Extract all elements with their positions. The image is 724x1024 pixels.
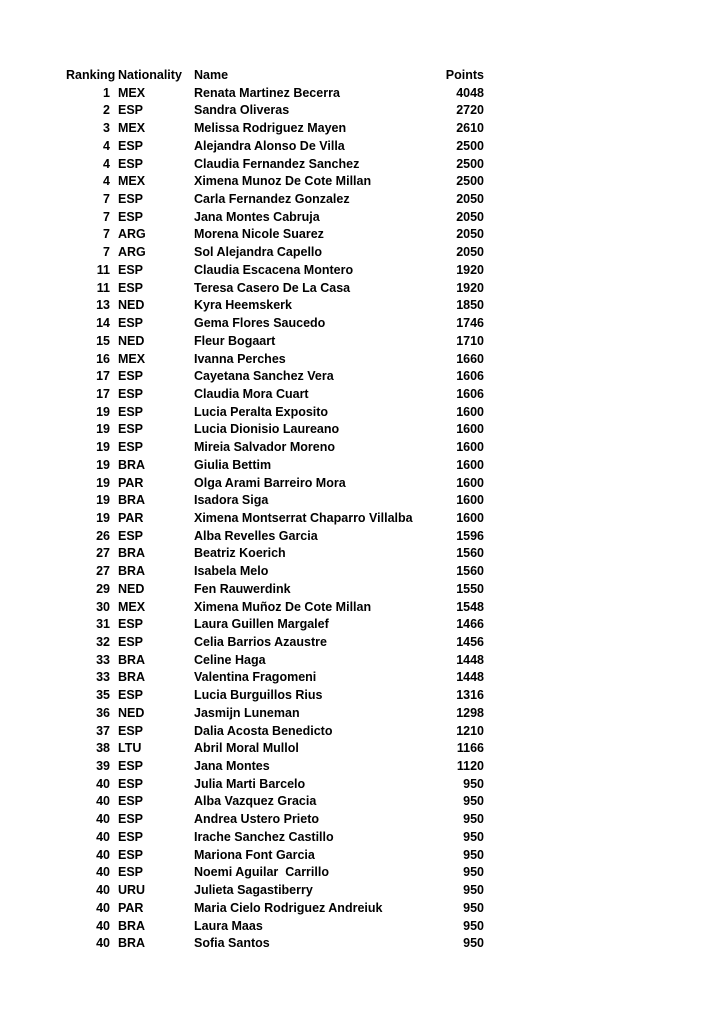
table-row [66,864,484,882]
points-cell: 950 [463,847,484,862]
name-cell: Carla Fernandez Gonzalez [194,192,350,207]
ranking-cell: 4 [103,174,110,189]
points-cell: 1600 [456,510,484,525]
ranking-cell: 27 [96,564,110,579]
table-row [66,793,484,811]
ranking-cell: 19 [96,440,110,455]
nationality-cell: BRA [118,564,146,579]
points-cell: 950 [463,812,484,827]
points-cell: 1600 [456,475,484,490]
nationality-cell: ESP [118,440,144,455]
ranking-cell: 40 [96,936,110,951]
table-row [66,776,484,794]
nationality-cell: BRA [118,918,146,933]
table-row [66,545,484,563]
points-cell: 1166 [456,741,484,756]
points-cell: 1456 [456,635,484,649]
ranking-cell: 40 [96,829,110,844]
points-cell: 950 [463,936,484,951]
points-cell: 2500 [456,174,484,189]
ranking-cell: 33 [96,652,110,667]
ranking-cell: 19 [96,404,110,419]
name-cell: Isadora Siga [194,493,269,508]
name-cell: Laura Guillen Margalef [194,617,329,632]
table-row [66,652,484,670]
ranking-cell: 30 [96,599,110,614]
name-cell: Giulia Bettim [194,457,272,472]
ranking-cell: 7 [103,192,110,207]
points-cell: 950 [463,865,484,880]
ranking-cell: 3 [103,121,110,136]
points-cell: 2050 [456,192,484,207]
table-row [66,191,484,209]
ranking-cell: 27 [96,546,110,561]
nationality-cell: NED [118,333,145,348]
points-cell: 1120 [456,759,484,774]
points-cell: 1596 [456,528,484,543]
ranking-cell: 33 [96,670,110,685]
table-row [66,634,484,652]
ranking-cell: 31 [96,617,110,632]
points-cell: 2720 [456,103,484,118]
name-cell: Andrea Ustero Prieto [194,812,320,827]
nationality-cell: MEX [118,121,146,136]
table-row [66,404,484,422]
table-row [66,333,484,351]
ranking-cell: 40 [96,883,110,898]
nationality-cell: ESP [118,280,144,295]
ranking-cell: 29 [96,581,110,596]
name-cell: Alba Revelles Garcia [194,528,318,543]
name-cell: Olga Arami Barreiro Mora [194,475,346,490]
name-cell: Isabela Melo [194,564,269,579]
table-row [66,351,484,369]
table-row [66,687,484,705]
name-cell: Cayetana Sanchez Vera [194,369,334,384]
table-row [66,563,484,581]
points-cell: 1606 [456,386,484,401]
nationality-cell: URU [118,883,146,898]
points-cell: 1298 [456,705,484,720]
ranking-cell: 19 [96,510,110,525]
table-row [66,138,484,156]
nationality-cell: ESP [118,386,144,401]
points-cell: 2050 [456,209,484,224]
table-row [66,315,484,333]
table-row [66,918,484,936]
table-row [66,705,484,723]
name-cell: Sol Alejandra Capello [194,245,323,260]
name-cell: Mariona Font Garcia [194,847,315,862]
table-row [66,85,484,103]
name-cell: Sofia Santos [194,936,270,951]
ranking-cell: 15 [96,333,110,348]
nationality-cell: ESP [118,812,144,827]
table-row [66,280,484,298]
ranking-cell: 40 [96,776,110,791]
nationality-cell: PAR [118,475,144,490]
points-cell: 950 [463,918,484,933]
name-cell: Claudia Fernandez Sanchez [194,156,360,171]
points-cell: 2500 [456,156,484,171]
points-cell: 1850 [456,298,484,313]
table-row [66,616,484,634]
points-cell: 1710 [456,333,484,348]
ranking-cell: 38 [96,741,110,756]
name-cell: Fleur Bogaart [194,333,276,348]
table-row [66,581,484,599]
ranking-cell: 19 [96,457,110,472]
nationality-cell: ESP [118,422,144,437]
name-cell: Ximena Montserrat Chaparro Villalba [194,510,413,525]
ranking-cell: 4 [103,138,110,153]
name-cell: Fen Rauwerdink [194,581,291,596]
ranking-cell: 26 [96,528,110,543]
ranking-cell: 17 [96,369,110,384]
table-row [66,829,484,847]
name-cell: Morena Nicole Suarez [194,227,324,242]
name-cell: Maria Cielo Rodriguez Andreiuk [194,900,383,915]
nationality-cell: ESP [118,316,144,331]
points-cell: 1210 [456,723,484,738]
table-row [66,368,484,386]
points-cell: 1560 [456,564,484,579]
table-row [66,156,484,174]
ranking-cell: 14 [96,316,110,331]
points-cell: 1466 [456,617,484,632]
table-row [66,262,484,280]
table-row [66,297,484,315]
table-row [66,758,484,776]
table-row [66,386,484,404]
points-cell: 1600 [456,422,484,437]
table-row [66,209,484,227]
ranking-cell: 40 [96,865,110,880]
name-cell: Gema Flores Saucedo [194,316,326,331]
points-cell: 1600 [456,457,484,472]
points-cell: 950 [463,900,484,915]
ranking-cell: 17 [96,386,110,401]
nationality-cell: BRA [118,493,146,508]
table-row [66,935,484,953]
nationality-cell: MEX [118,351,146,366]
nationality-cell: ESP [118,617,144,632]
points-cell: 1448 [456,670,484,685]
nationality-cell: PAR [118,900,144,915]
ranking-cell: 40 [96,900,110,915]
points-cell: 1548 [456,599,484,614]
name-cell: Ximena Munoz De Cote Millan [194,174,372,189]
nationality-cell: BRA [118,457,146,472]
name-cell: Jana Montes [194,759,270,774]
name-cell: Lucia Burguillos Rius [194,688,323,703]
points-cell: 1660 [456,351,484,366]
points-cell: 1550 [456,581,484,596]
nationality-cell: ESP [118,865,144,880]
nationality-cell: NED [118,581,145,596]
ranking-cell: 7 [103,209,110,224]
nationality-cell: BRA [118,670,146,685]
table-row [66,528,484,546]
ranking-cell: 1 [103,85,110,100]
ranking-cell: 11 [96,262,110,277]
nationality-cell: ESP [118,776,144,791]
points-cell: 1316 [456,688,484,703]
points-cell: 950 [463,794,484,809]
nationality-cell: MEX [118,599,146,614]
table-row [66,669,484,687]
name-cell: Beatriz Koerich [194,546,286,561]
column-header-points: Points [445,68,484,82]
name-cell: Claudia Mora Cuart [194,386,309,401]
name-cell: Laura Maas [194,918,263,933]
ranking-cell: 16 [96,351,110,366]
points-cell: 1560 [456,546,484,561]
nationality-cell: BRA [118,936,146,951]
points-cell: 1606 [456,369,484,384]
points-cell: 2610 [456,121,484,136]
name-cell: Teresa Casero De La Casa [194,280,351,295]
ranking-cell: 36 [96,705,110,720]
name-cell: Renata Martinez Becerra [194,85,340,100]
points-cell: 1600 [456,440,484,455]
nationality-cell: BRA [118,652,146,667]
nationality-cell: BRA [118,546,146,561]
nationality-cell: ESP [118,723,144,738]
ranking-cell: 39 [96,759,110,774]
nationality-cell: ESP [118,138,144,153]
ranking-cell: 4 [103,156,110,171]
points-cell: 2050 [456,227,484,242]
points-cell: 1448 [456,652,484,667]
nationality-cell: ESP [118,528,144,543]
name-cell: Dalia Acosta Benedicto [194,723,333,738]
nationality-cell: ESP [118,759,144,774]
column-header-ranking: Ranking [66,68,116,82]
name-cell: Kyra Heemskerk [194,298,292,313]
ranking-document [66,67,484,953]
points-cell: 1746 [456,316,484,331]
nationality-cell: ESP [118,209,144,224]
nationality-cell: ESP [118,369,144,384]
ranking-cell: 11 [96,280,110,295]
name-cell: Jasmijn Luneman [194,705,300,720]
table-row [66,847,484,865]
table-row [66,740,484,758]
nationality-cell: ESP [118,688,144,703]
nationality-cell: NED [118,298,145,313]
points-cell: 2500 [456,138,484,153]
name-cell: Ximena Muñoz De Cote Millan [194,599,372,614]
points-cell: 1600 [456,404,484,419]
nationality-cell: LTU [118,741,142,756]
points-cell: 1920 [456,262,484,277]
name-cell: Melissa Rodriguez Mayen [194,121,347,136]
nationality-cell: ESP [118,103,144,118]
nationality-cell: ESP [118,635,144,649]
name-cell: Lucia Peralta Exposito [194,404,329,419]
nationality-cell: ESP [118,262,144,277]
ranking-cell: 37 [96,723,110,738]
column-header-name: Name [194,68,229,82]
table-row [66,900,484,918]
name-cell: Julia Marti Barcelo [194,776,306,791]
table-row [66,173,484,191]
name-cell: Irache Sanchez Castillo [194,829,334,844]
nationality-cell: ESP [118,829,144,844]
nationality-cell: ARG [118,227,146,242]
points-cell: 2050 [456,245,484,260]
name-cell: Valentina Fragomeni [194,670,317,685]
nationality-cell: ESP [118,404,144,419]
points-cell: 950 [463,829,484,844]
nationality-cell: ESP [118,156,144,171]
nationality-cell: MEX [118,174,146,189]
nationality-cell: MEX [118,85,146,100]
name-cell: Jana Montes Cabruja [194,209,320,224]
nationality-cell: ARG [118,245,146,260]
table-row [66,475,484,493]
ranking-cell: 40 [96,794,110,809]
name-cell: Claudia Escacena Montero [194,262,354,277]
ranking-cell: 13 [96,298,110,313]
ranking-cell: 32 [96,635,110,649]
column-header-nationality: Nationality [118,68,182,82]
table-row [66,811,484,829]
points-cell: 1920 [456,280,484,295]
table-row [66,244,484,262]
table-row [66,439,484,457]
table-row [66,457,484,475]
table-row [66,510,484,528]
name-cell: Celine Haga [194,652,266,667]
name-cell: Lucia Dionisio Laureano [194,422,340,437]
nationality-cell: ESP [118,192,144,207]
ranking-cell: 7 [103,245,110,260]
ranking-cell: 19 [96,493,110,508]
points-cell: 950 [463,776,484,791]
points-cell: 1600 [456,493,484,508]
points-cell: 4048 [456,85,484,100]
table-row [66,120,484,138]
table-row [66,723,484,741]
table-row [66,102,484,120]
table-row [66,882,484,900]
name-cell: Julieta Sagastiberry [194,883,313,898]
ranking-cell: 19 [96,422,110,437]
ranking-table-body [66,85,484,953]
nationality-cell: ESP [118,794,144,809]
name-cell: Noemi Aguilar Carrillo [194,865,329,880]
table-row [66,599,484,617]
table-header-row [66,67,484,85]
name-cell: Celia Barrios Azaustre [194,635,327,649]
ranking-cell: 40 [96,812,110,827]
name-cell: Abril Moral Mullol [194,741,299,756]
nationality-cell: ESP [118,847,144,862]
ranking-cell: 35 [96,688,110,703]
name-cell: Alejandra Alonso De Villa [194,138,345,153]
ranking-cell: 19 [96,475,110,490]
name-cell: Sandra Oliveras [194,103,290,118]
ranking-cell: 40 [96,847,110,862]
name-cell: Mireia Salvador Moreno [194,440,336,455]
table-row [66,421,484,439]
name-cell: Ivanna Perches [194,351,286,366]
ranking-cell: 40 [96,918,110,933]
nationality-cell: PAR [118,510,144,525]
name-cell: Alba Vazquez Gracia [194,794,317,809]
table-row [66,226,484,244]
points-cell: 950 [463,883,484,898]
ranking-cell: 7 [103,227,110,242]
ranking-cell: 2 [103,103,110,118]
nationality-cell: NED [118,705,145,720]
table-row [66,492,484,510]
